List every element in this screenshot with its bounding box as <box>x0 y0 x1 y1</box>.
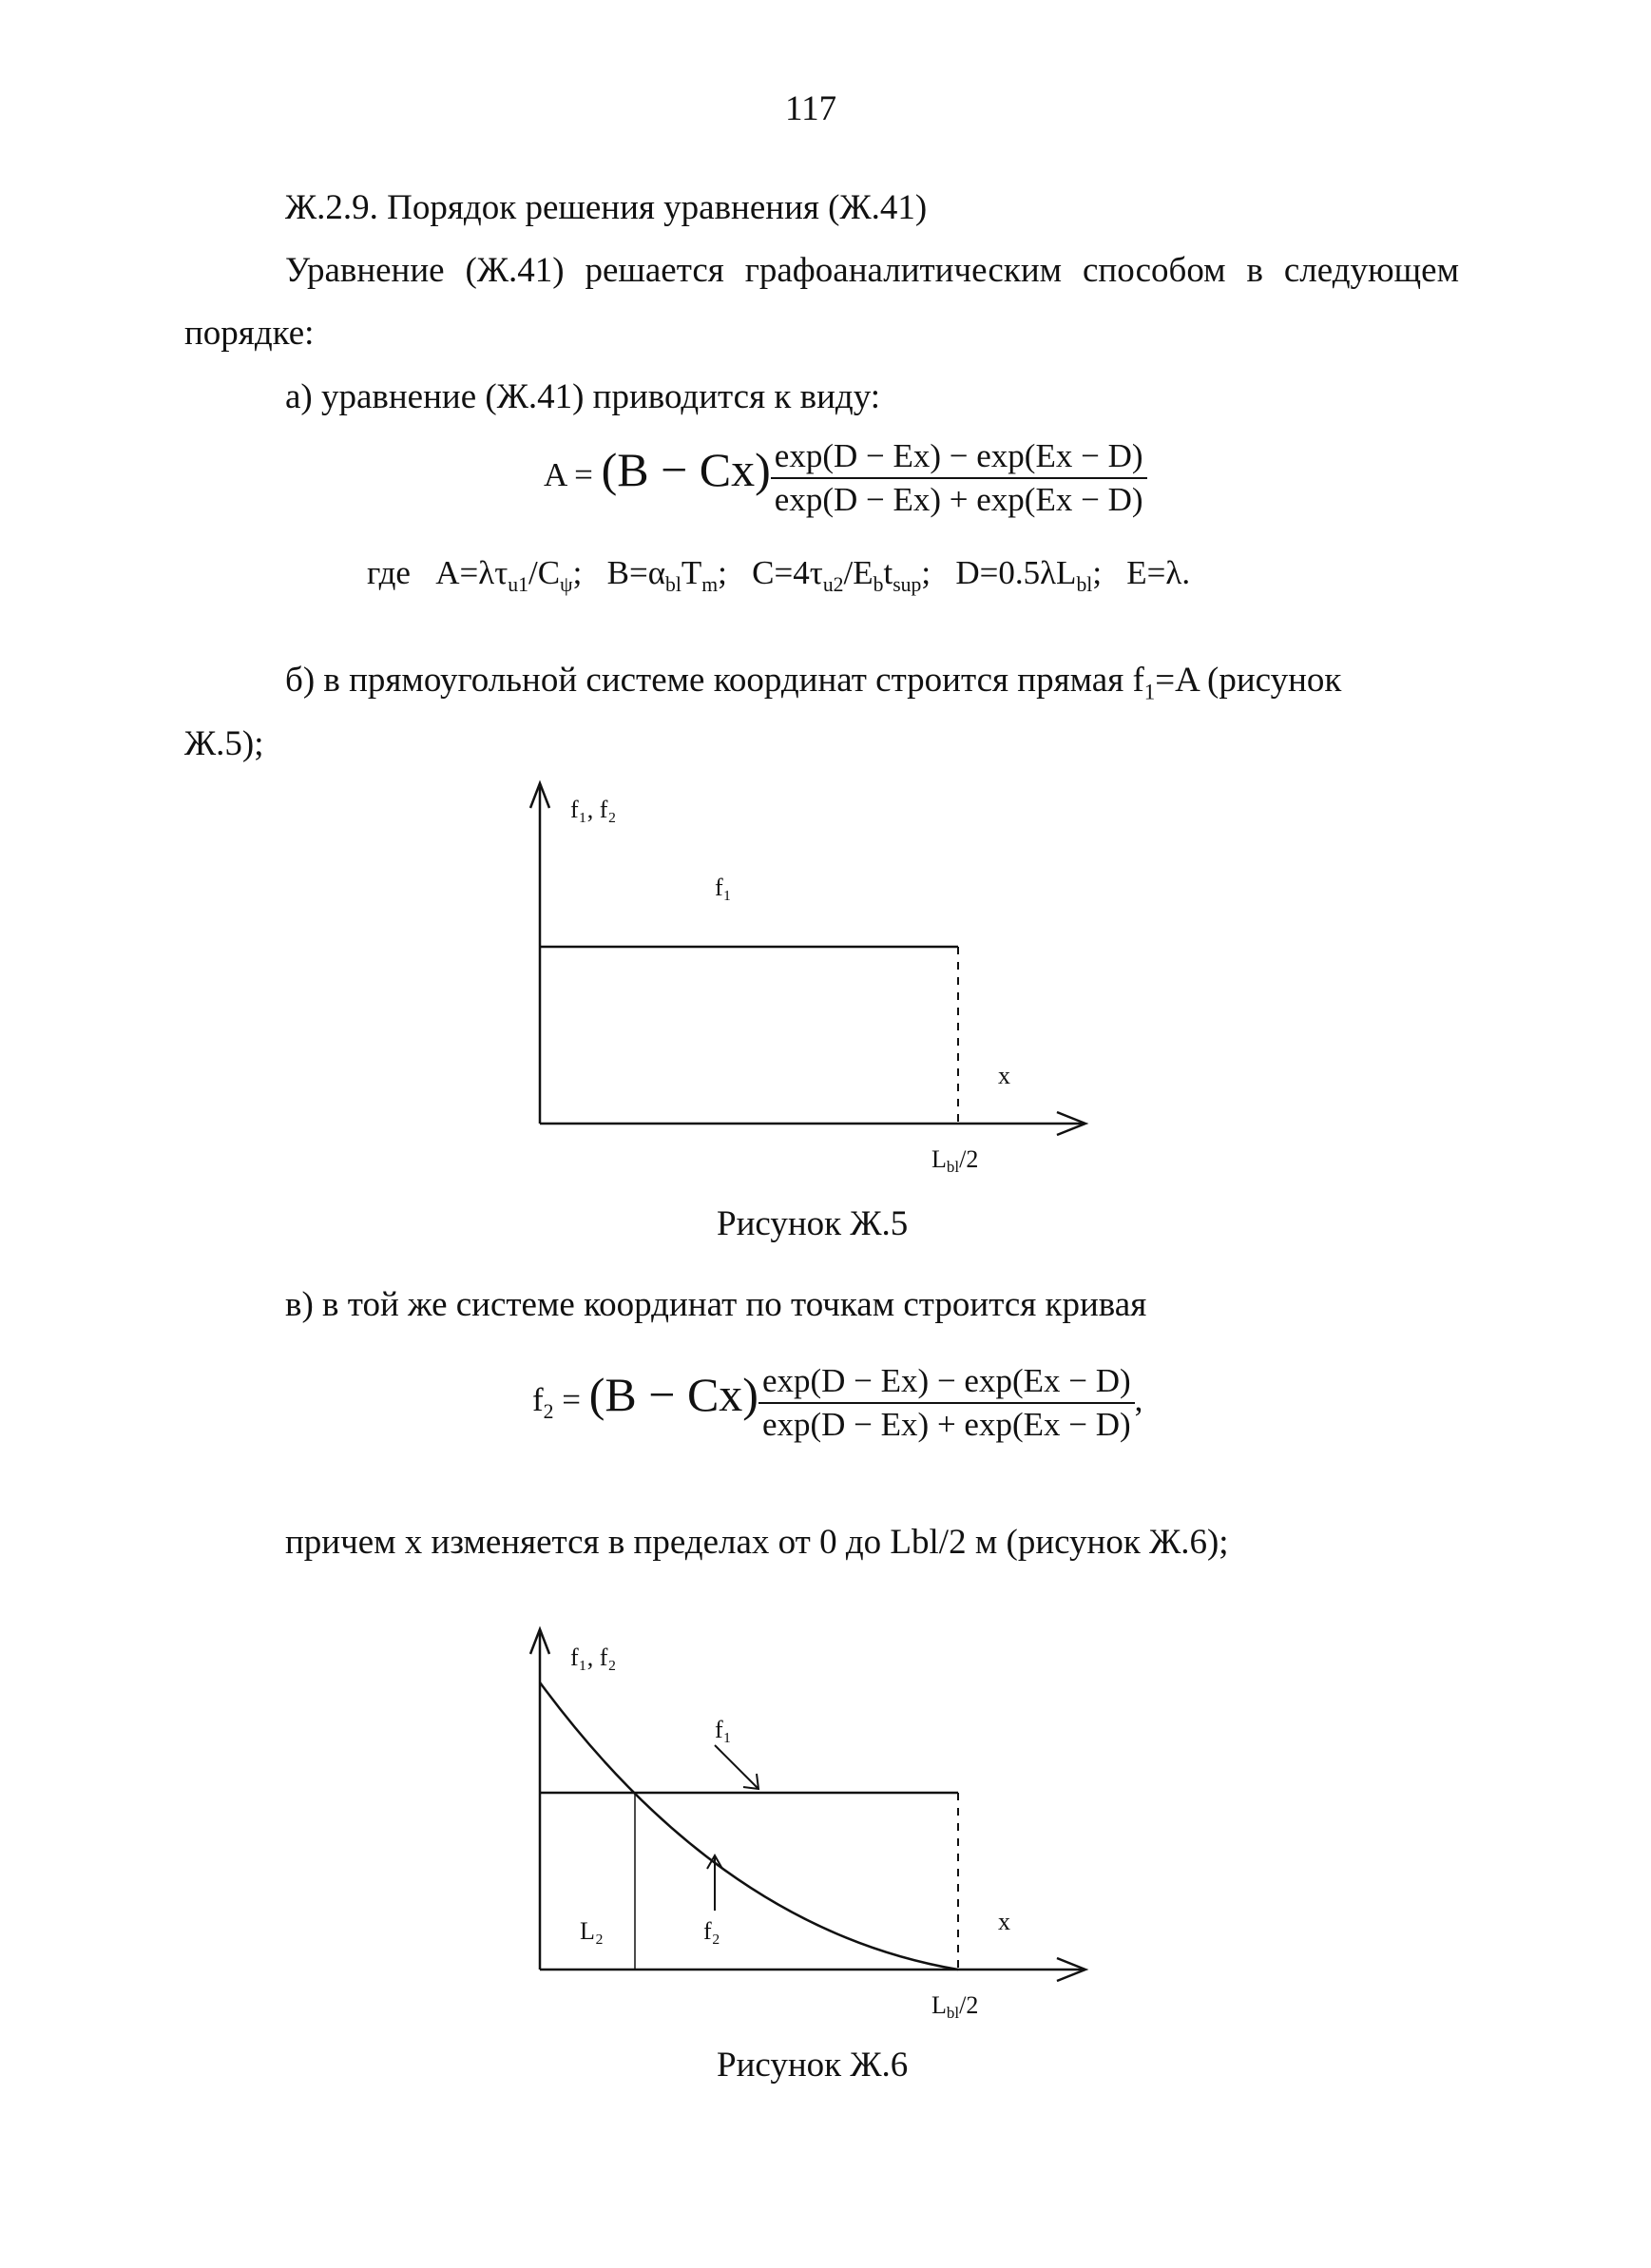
intro-line-1: Уравнение (Ж.41) решается графоаналитическим способом в следующем <box>285 251 1459 290</box>
fig6-f1-label: f₁ <box>715 1716 732 1743</box>
formula-1-factor: (B − Cx) <box>601 443 771 497</box>
formula-2-denominator: exp(D − Ex) + exp(Ex − D) <box>758 1402 1135 1444</box>
fig5-y-label: f₁, f₂ <box>570 796 617 823</box>
step-c: в) в той же системе координат по точкам строится кривая <box>285 1285 1147 1324</box>
section-heading: Ж.2.9. Порядок решения уравнения (Ж.41) <box>285 188 928 227</box>
step-b-line-1 <box>285 659 1459 706</box>
intro-line-2: порядке: <box>184 314 315 353</box>
def-a: $A=\lambda\tau_{u1}/C_\psi$; <box>435 554 583 596</box>
figure-6-caption: Рисунок Ж.6 <box>717 2046 909 2085</box>
where-line <box>367 554 1190 597</box>
formula-2-factor: (B − Cx) <box>588 1368 758 1422</box>
formula-2-numerator: exp(D − Ex) − exp(Ex − D) <box>761 1362 1131 1399</box>
fig6-y-label: f₁, f₂ <box>570 1643 617 1671</box>
range-note: причем x изменяется в пределах от 0 до Lbl/2 м (рисунок Ж.6); <box>285 1523 1229 1562</box>
fig5-x-label: x <box>998 1062 1010 1089</box>
step-b-text: б) в прямоугольной системе координат строится прямая f <box>285 661 1144 700</box>
fig5-x-end-label: Lbl/2 <box>931 1145 979 1176</box>
fig6-f1-pointer <box>715 1745 758 1789</box>
fig6-x-end-label: Lbl/2 <box>931 1991 979 2022</box>
def-e: E=λ. <box>1126 554 1191 591</box>
step-b-tail: =A (рисунок <box>1155 661 1342 700</box>
formula-1 <box>544 437 1147 519</box>
fig5-f1-label: f₁ <box>715 874 732 901</box>
def-c: $C=4\tau_{u2}/E_bt_{sup}$; <box>752 554 931 596</box>
step-b-sub: 1 <box>1143 680 1156 704</box>
fig6-l2-label: L₂ <box>580 1917 604 1945</box>
formula-1-fraction <box>771 437 1147 519</box>
figure-5 <box>513 770 1122 1188</box>
def-d: $D=0.5\lambda L_{bl}$; <box>955 554 1103 596</box>
page-number: 117 <box>785 89 837 128</box>
formula-2-fraction <box>758 1362 1135 1444</box>
step-b-line-2: Ж.5); <box>184 724 264 763</box>
formula-1-lhs: A = <box>544 456 602 494</box>
fig6-x-label: x <box>998 1908 1010 1935</box>
figure-6 <box>513 1616 1122 2034</box>
figure-5-caption: Рисунок Ж.5 <box>717 1204 909 1243</box>
def-b: $B=\alpha_{bl}T_m$; <box>606 554 727 596</box>
formula-2-trail: , <box>1134 1381 1143 1419</box>
fig6-f2-label: f₂ <box>703 1917 720 1945</box>
formula-1-denominator: exp(D − Ex) + exp(Ex − D) <box>771 477 1147 519</box>
formula-1-numerator: exp(D − Ex) − exp(Ex − D) <box>774 437 1143 474</box>
step-a: а) уравнение (Ж.41) приводится к виду: <box>285 377 880 416</box>
formula-2-lhs: $f_2$ = <box>532 1381 589 1424</box>
where-word: где <box>367 554 411 591</box>
formula-2 <box>532 1362 1142 1444</box>
